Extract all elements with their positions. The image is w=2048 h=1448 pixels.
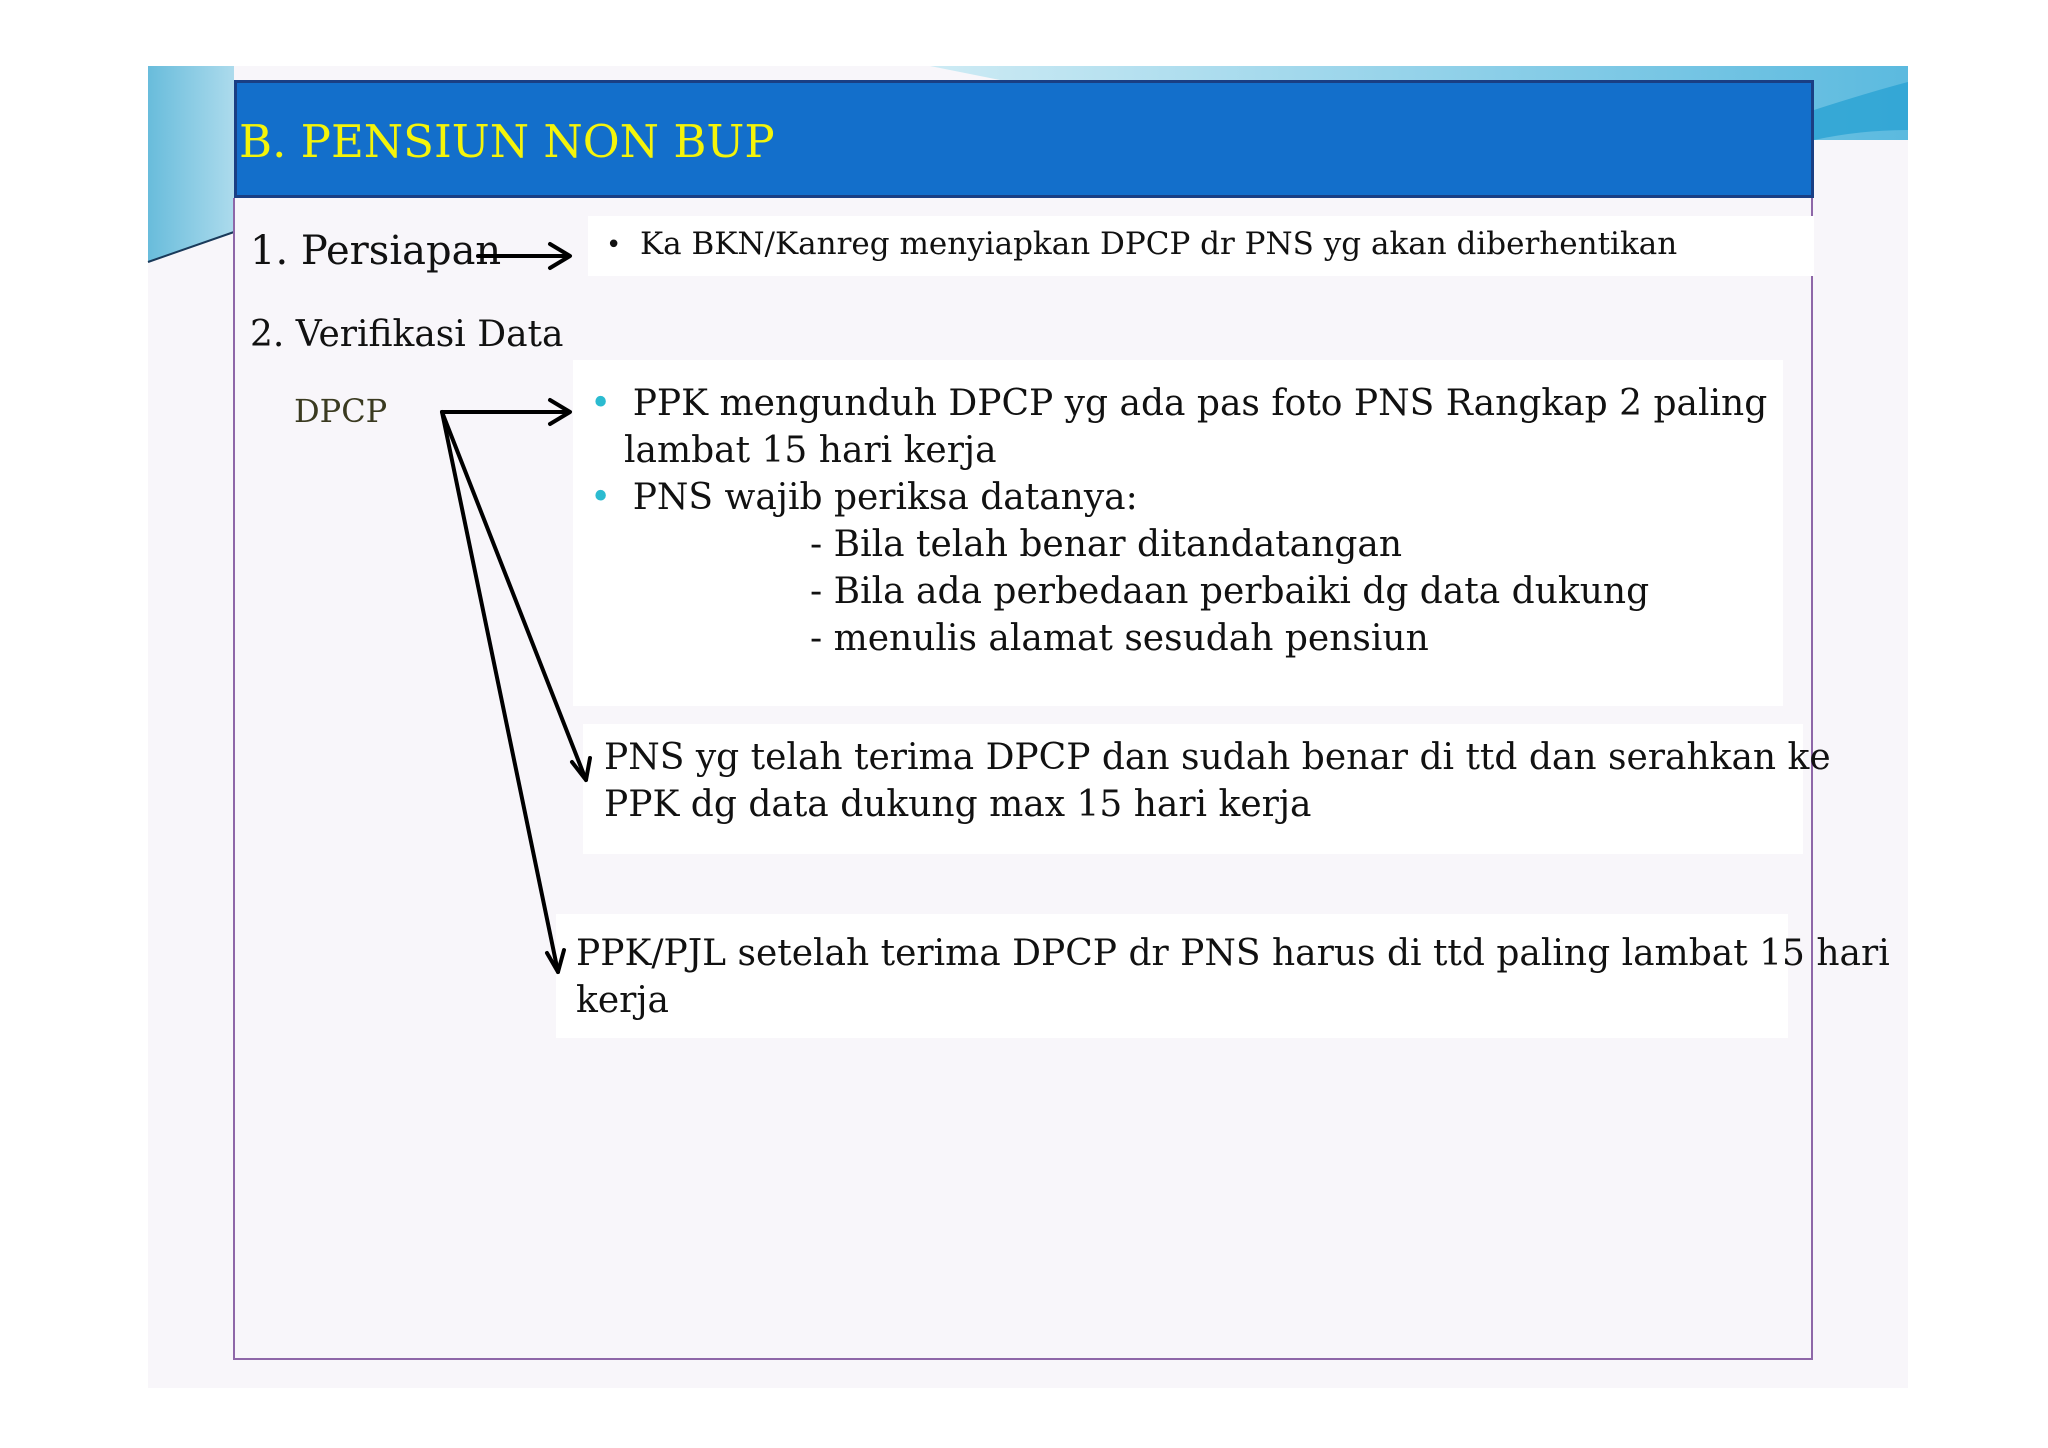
pns-submit-text: PNS yg telah terima DPCP dan sudah benar di ttd dan serahkan ke PPK dg data dukung max 15 hari kerja (604, 737, 1831, 825)
sub-item: - Bila ada perbedaan perbaiki dg data dukung (810, 571, 1650, 612)
sub-item: - Bila telah benar ditandatangan (810, 524, 1403, 565)
teal-bullet: • (590, 383, 612, 424)
list-item: • PPK mengunduh DPCP yg ada pas foto PNS Rangkap 2 paling (590, 383, 1768, 424)
sub-item: - menulis alamat sesudah pensiun (810, 618, 1429, 659)
list-item-continuation: lambat 15 hari kerja (624, 430, 997, 471)
persiapan-bullet: • (606, 230, 622, 260)
ppk-sign-text: PPK/PJL setelah terima DPCP dr PNS harus di ttd paling lambat 15 hari kerja (576, 933, 1890, 1021)
step-persiapan: 1. Persiapan (250, 228, 502, 274)
arrow-ppk-sign (442, 412, 558, 972)
step-verifikasi-data: 2. Verifikasi Data (250, 314, 564, 355)
teal-bullet: • (590, 477, 612, 518)
list-item: • PNS wajib periksa datanya: (590, 477, 1138, 518)
dpcp-label: DPCP (294, 392, 388, 430)
arrow-pns-submit (442, 412, 586, 780)
slide-title: B. PENSIUN NON BUP (239, 115, 775, 168)
persiapan-text: Ka BKN/Kanreg menyiapkan DPCP dr PNS yg akan diberhentikan (640, 226, 1678, 262)
